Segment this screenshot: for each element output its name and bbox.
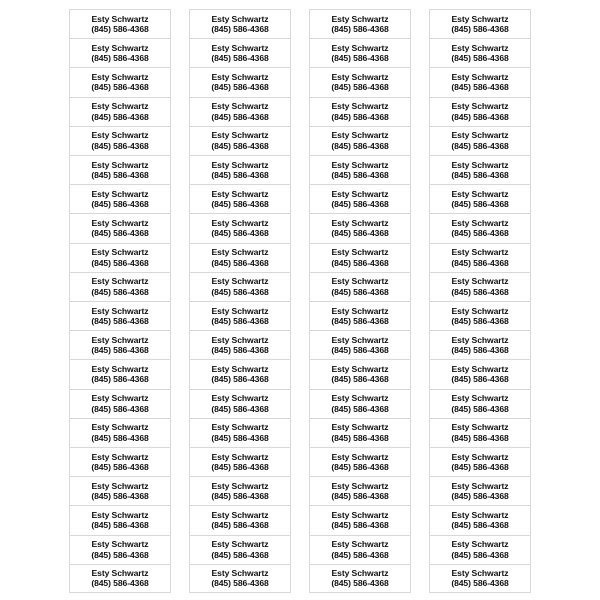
label-phone: (845) 586-4368	[211, 199, 269, 210]
label-phone: (845) 586-4368	[331, 170, 389, 181]
label-name: Esty Schwartz	[451, 393, 509, 404]
label-name: Esty Schwartz	[211, 217, 269, 228]
address-label	[310, 155, 410, 184]
address-label	[430, 418, 530, 447]
address-label	[70, 243, 170, 272]
address-label	[70, 97, 170, 126]
address-label	[310, 272, 410, 301]
label-phone: (845) 586-4368	[91, 374, 149, 385]
address-label	[310, 476, 410, 505]
label-phone: (845) 586-4368	[211, 257, 269, 268]
label-phone: (845) 586-4368	[91, 82, 149, 93]
address-label	[310, 330, 410, 359]
label-name: Esty Schwartz	[331, 509, 389, 520]
label-phone: (845) 586-4368	[91, 491, 149, 502]
label-name: Esty Schwartz	[451, 188, 509, 199]
address-label	[310, 38, 410, 67]
label-name: Esty Schwartz	[211, 42, 269, 53]
label-phone: (845) 586-4368	[331, 140, 389, 151]
label-column	[69, 9, 171, 593]
address-label	[70, 418, 170, 447]
address-label	[70, 9, 170, 38]
label-phone: (845) 586-4368	[211, 111, 269, 122]
label-name: Esty Schwartz	[91, 276, 149, 287]
label-phone: (845) 586-4368	[451, 374, 509, 385]
label-phone: (845) 586-4368	[331, 199, 389, 210]
label-phone: (845) 586-4368	[91, 403, 149, 414]
address-label	[310, 418, 410, 447]
address-label	[190, 155, 290, 184]
address-label	[430, 447, 530, 476]
label-phone: (845) 586-4368	[91, 286, 149, 297]
address-label	[70, 564, 170, 593]
label-name: Esty Schwartz	[211, 130, 269, 141]
address-label	[70, 535, 170, 564]
label-name: Esty Schwartz	[91, 393, 149, 404]
label-name: Esty Schwartz	[451, 334, 509, 345]
label-phone: (845) 586-4368	[211, 462, 269, 473]
label-phone: (845) 586-4368	[331, 53, 389, 64]
label-name: Esty Schwartz	[91, 480, 149, 491]
label-name: Esty Schwartz	[211, 363, 269, 374]
label-phone: (845) 586-4368	[331, 491, 389, 502]
address-label	[430, 564, 530, 593]
label-phone: (845) 586-4368	[451, 432, 509, 443]
address-label	[70, 505, 170, 534]
label-phone: (845) 586-4368	[91, 140, 149, 151]
label-phone: (845) 586-4368	[211, 140, 269, 151]
address-label	[70, 272, 170, 301]
label-phone: (845) 586-4368	[91, 462, 149, 473]
address-label	[70, 476, 170, 505]
label-phone: (845) 586-4368	[211, 432, 269, 443]
label-name: Esty Schwartz	[331, 217, 389, 228]
address-label	[430, 272, 530, 301]
label-column	[189, 9, 291, 593]
address-label	[70, 301, 170, 330]
label-name: Esty Schwartz	[331, 334, 389, 345]
label-phone: (845) 586-4368	[91, 257, 149, 268]
label-phone: (845) 586-4368	[331, 316, 389, 327]
address-label	[190, 272, 290, 301]
label-phone: (845) 586-4368	[211, 345, 269, 356]
label-phone: (845) 586-4368	[211, 316, 269, 327]
address-label	[70, 359, 170, 388]
label-name: Esty Schwartz	[331, 71, 389, 82]
label-phone: (845) 586-4368	[91, 432, 149, 443]
label-phone: (845) 586-4368	[211, 286, 269, 297]
address-label	[190, 359, 290, 388]
label-name: Esty Schwartz	[331, 539, 389, 550]
address-label	[190, 389, 290, 418]
label-name: Esty Schwartz	[91, 567, 149, 578]
label-name: Esty Schwartz	[91, 422, 149, 433]
address-label	[190, 505, 290, 534]
label-name: Esty Schwartz	[451, 363, 509, 374]
label-phone: (845) 586-4368	[451, 82, 509, 93]
address-label	[190, 535, 290, 564]
label-phone: (845) 586-4368	[451, 111, 509, 122]
label-name: Esty Schwartz	[331, 567, 389, 578]
label-name: Esty Schwartz	[91, 451, 149, 462]
address-label	[190, 38, 290, 67]
label-phone: (845) 586-4368	[211, 228, 269, 239]
label-name: Esty Schwartz	[451, 42, 509, 53]
label-phone: (845) 586-4368	[331, 578, 389, 589]
address-label	[190, 97, 290, 126]
label-name: Esty Schwartz	[451, 159, 509, 170]
label-phone: (845) 586-4368	[331, 228, 389, 239]
label-phone: (845) 586-4368	[91, 24, 149, 35]
label-phone: (845) 586-4368	[451, 549, 509, 560]
label-column	[429, 9, 531, 593]
label-phone: (845) 586-4368	[331, 345, 389, 356]
label-phone: (845) 586-4368	[451, 462, 509, 473]
label-name: Esty Schwartz	[331, 42, 389, 53]
label-name: Esty Schwartz	[451, 247, 509, 258]
label-phone: (845) 586-4368	[91, 549, 149, 560]
label-name: Esty Schwartz	[91, 42, 149, 53]
label-phone: (845) 586-4368	[451, 24, 509, 35]
label-phone: (845) 586-4368	[451, 199, 509, 210]
label-phone: (845) 586-4368	[451, 53, 509, 64]
label-name: Esty Schwartz	[451, 130, 509, 141]
label-phone: (845) 586-4368	[211, 82, 269, 93]
label-phone: (845) 586-4368	[331, 286, 389, 297]
label-phone: (845) 586-4368	[331, 432, 389, 443]
label-phone: (845) 586-4368	[331, 462, 389, 473]
label-name: Esty Schwartz	[331, 130, 389, 141]
label-name: Esty Schwartz	[331, 393, 389, 404]
label-phone: (845) 586-4368	[451, 140, 509, 151]
address-label	[310, 67, 410, 96]
label-name: Esty Schwartz	[91, 13, 149, 24]
label-phone: (845) 586-4368	[451, 286, 509, 297]
label-name: Esty Schwartz	[451, 509, 509, 520]
label-name: Esty Schwartz	[91, 159, 149, 170]
label-phone: (845) 586-4368	[91, 345, 149, 356]
label-name: Esty Schwartz	[211, 451, 269, 462]
label-phone: (845) 586-4368	[211, 578, 269, 589]
label-phone: (845) 586-4368	[211, 170, 269, 181]
label-phone: (845) 586-4368	[331, 403, 389, 414]
address-label	[430, 535, 530, 564]
label-phone: (845) 586-4368	[91, 170, 149, 181]
address-label	[430, 505, 530, 534]
address-label	[310, 243, 410, 272]
label-name: Esty Schwartz	[211, 159, 269, 170]
label-name: Esty Schwartz	[91, 188, 149, 199]
label-phone: (845) 586-4368	[211, 403, 269, 414]
label-phone: (845) 586-4368	[451, 316, 509, 327]
address-label	[190, 213, 290, 242]
label-name: Esty Schwartz	[211, 393, 269, 404]
address-label	[70, 184, 170, 213]
label-sheet	[69, 9, 531, 593]
address-label	[70, 38, 170, 67]
address-label	[190, 447, 290, 476]
label-name: Esty Schwartz	[331, 247, 389, 258]
address-label	[310, 301, 410, 330]
address-label	[430, 359, 530, 388]
label-name: Esty Schwartz	[331, 305, 389, 316]
address-label	[310, 447, 410, 476]
address-label	[310, 564, 410, 593]
label-name: Esty Schwartz	[211, 422, 269, 433]
address-label	[190, 301, 290, 330]
label-name: Esty Schwartz	[211, 276, 269, 287]
label-name: Esty Schwartz	[451, 567, 509, 578]
label-name: Esty Schwartz	[451, 480, 509, 491]
label-name: Esty Schwartz	[331, 101, 389, 112]
label-name: Esty Schwartz	[211, 188, 269, 199]
address-label	[70, 213, 170, 242]
address-label	[70, 447, 170, 476]
label-name: Esty Schwartz	[211, 13, 269, 24]
address-label	[190, 476, 290, 505]
label-phone: (845) 586-4368	[451, 345, 509, 356]
label-name: Esty Schwartz	[211, 480, 269, 491]
address-label	[70, 155, 170, 184]
address-label	[190, 67, 290, 96]
address-label	[430, 243, 530, 272]
label-name: Esty Schwartz	[331, 422, 389, 433]
label-name: Esty Schwartz	[91, 71, 149, 82]
label-name: Esty Schwartz	[91, 217, 149, 228]
address-label	[190, 564, 290, 593]
label-phone: (845) 586-4368	[211, 491, 269, 502]
label-name: Esty Schwartz	[211, 539, 269, 550]
label-phone: (845) 586-4368	[91, 199, 149, 210]
label-name: Esty Schwartz	[331, 188, 389, 199]
label-name: Esty Schwartz	[91, 539, 149, 550]
label-name: Esty Schwartz	[91, 334, 149, 345]
address-label	[430, 67, 530, 96]
address-label	[310, 97, 410, 126]
address-label	[310, 213, 410, 242]
label-name: Esty Schwartz	[211, 567, 269, 578]
label-name: Esty Schwartz	[211, 305, 269, 316]
label-phone: (845) 586-4368	[331, 82, 389, 93]
label-name: Esty Schwartz	[91, 509, 149, 520]
address-label	[430, 301, 530, 330]
label-phone: (845) 586-4368	[331, 520, 389, 531]
address-label	[70, 67, 170, 96]
label-phone: (845) 586-4368	[331, 24, 389, 35]
label-name: Esty Schwartz	[331, 451, 389, 462]
label-name: Esty Schwartz	[91, 247, 149, 258]
address-label	[310, 126, 410, 155]
label-name: Esty Schwartz	[331, 480, 389, 491]
address-label	[310, 184, 410, 213]
address-label	[430, 389, 530, 418]
address-label	[310, 505, 410, 534]
address-label	[190, 330, 290, 359]
address-label	[70, 330, 170, 359]
address-label	[70, 126, 170, 155]
label-phone: (845) 586-4368	[91, 111, 149, 122]
label-phone: (845) 586-4368	[451, 228, 509, 239]
address-label	[430, 9, 530, 38]
label-phone: (845) 586-4368	[331, 111, 389, 122]
address-label	[430, 155, 530, 184]
label-name: Esty Schwartz	[451, 71, 509, 82]
label-name: Esty Schwartz	[451, 539, 509, 550]
label-name: Esty Schwartz	[331, 13, 389, 24]
label-name: Esty Schwartz	[331, 159, 389, 170]
label-name: Esty Schwartz	[331, 276, 389, 287]
label-name: Esty Schwartz	[91, 305, 149, 316]
label-name: Esty Schwartz	[451, 217, 509, 228]
address-label	[310, 389, 410, 418]
label-phone: (845) 586-4368	[331, 374, 389, 385]
label-name: Esty Schwartz	[451, 305, 509, 316]
label-phone: (845) 586-4368	[451, 170, 509, 181]
label-name: Esty Schwartz	[91, 101, 149, 112]
label-phone: (845) 586-4368	[91, 228, 149, 239]
address-label	[190, 184, 290, 213]
label-phone: (845) 586-4368	[451, 578, 509, 589]
label-phone: (845) 586-4368	[91, 520, 149, 531]
address-label	[190, 126, 290, 155]
address-label	[310, 9, 410, 38]
address-label	[190, 9, 290, 38]
label-phone: (845) 586-4368	[451, 520, 509, 531]
label-column	[309, 9, 411, 593]
address-label	[430, 330, 530, 359]
label-name: Esty Schwartz	[451, 451, 509, 462]
address-label	[310, 535, 410, 564]
label-phone: (845) 586-4368	[451, 257, 509, 268]
label-phone: (845) 586-4368	[211, 374, 269, 385]
label-name: Esty Schwartz	[451, 101, 509, 112]
address-label	[430, 38, 530, 67]
label-name: Esty Schwartz	[451, 422, 509, 433]
label-name: Esty Schwartz	[91, 363, 149, 374]
label-name: Esty Schwartz	[91, 130, 149, 141]
label-phone: (845) 586-4368	[211, 24, 269, 35]
address-label	[190, 418, 290, 447]
label-phone: (845) 586-4368	[451, 491, 509, 502]
label-phone: (845) 586-4368	[211, 520, 269, 531]
label-name: Esty Schwartz	[211, 334, 269, 345]
label-phone: (845) 586-4368	[91, 578, 149, 589]
label-phone: (845) 586-4368	[91, 53, 149, 64]
label-name: Esty Schwartz	[451, 276, 509, 287]
label-phone: (845) 586-4368	[331, 549, 389, 560]
address-label	[430, 126, 530, 155]
label-phone: (845) 586-4368	[91, 316, 149, 327]
address-label	[430, 213, 530, 242]
address-label	[430, 97, 530, 126]
address-label	[430, 184, 530, 213]
label-name: Esty Schwartz	[211, 247, 269, 258]
label-phone: (845) 586-4368	[331, 257, 389, 268]
address-label	[310, 359, 410, 388]
label-name: Esty Schwartz	[211, 509, 269, 520]
label-name: Esty Schwartz	[211, 71, 269, 82]
address-label	[70, 389, 170, 418]
address-label	[430, 476, 530, 505]
label-name: Esty Schwartz	[211, 101, 269, 112]
label-name: Esty Schwartz	[331, 363, 389, 374]
label-phone: (845) 586-4368	[451, 403, 509, 414]
address-label	[190, 243, 290, 272]
label-phone: (845) 586-4368	[211, 549, 269, 560]
label-phone: (845) 586-4368	[211, 53, 269, 64]
label-name: Esty Schwartz	[451, 13, 509, 24]
